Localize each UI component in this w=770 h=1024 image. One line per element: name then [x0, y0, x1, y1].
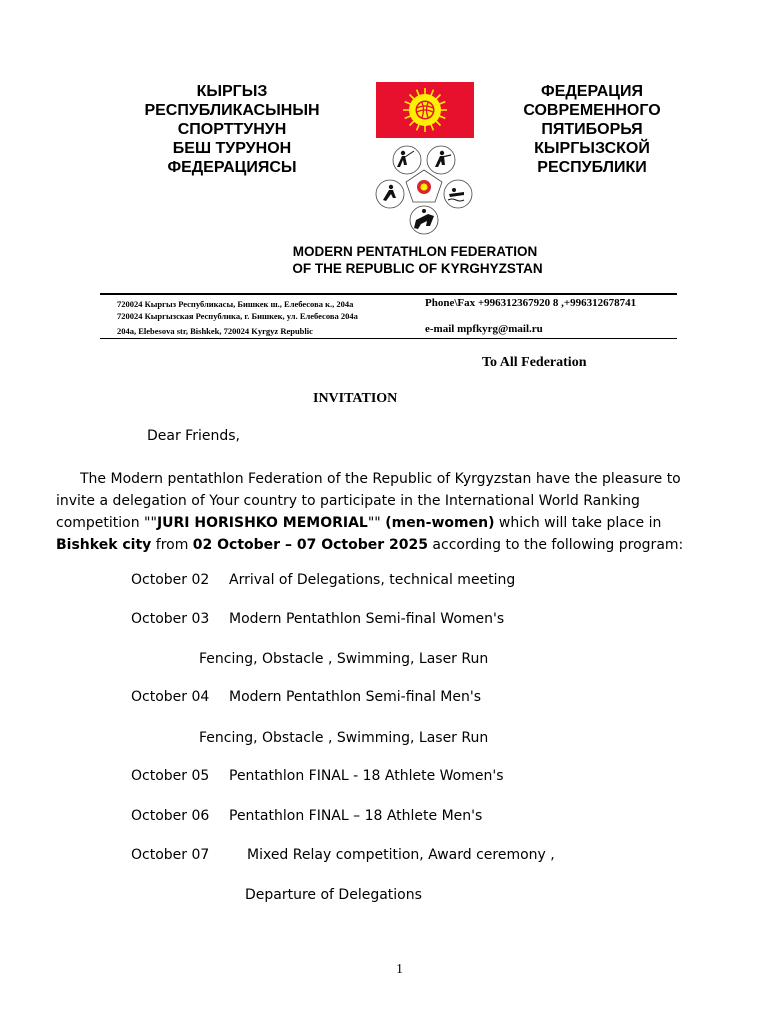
kyrgyz-flag-icon [376, 82, 474, 138]
event-city: Bishkek city [56, 537, 152, 553]
schedule-date: October 02 [131, 572, 210, 588]
header-kyrgyz-name [132, 82, 332, 177]
paragraph-text: which will take place in [494, 515, 662, 531]
address-block [117, 298, 417, 337]
header-line: БЕШ ТУРУНОН [172, 140, 292, 157]
schedule-text: Modern Pentathlon Semi-final Women's [229, 611, 505, 627]
event-category: (men-women) [385, 515, 495, 531]
invitation-paragraph [56, 468, 716, 556]
schedule-date: October 06 [131, 808, 210, 824]
salutation: Dear Friends, [147, 428, 240, 444]
address-line: 720024 Кыргыз Республикасы, Бишкек ш., Елебесова к., 204а [117, 299, 354, 309]
header-line: РЕСПУБЛИКИ [537, 159, 647, 176]
header-line: ФЕДЕРАЦИЯ [541, 83, 643, 100]
schedule-text: Pentathlon FINAL - 18 Athlete Women's [229, 768, 504, 784]
federation-emblem-icon [372, 140, 477, 236]
event-dates: 02 October – 07 October 2025 [192, 537, 428, 553]
schedule-date: October 03 [131, 611, 210, 627]
schedule-text: Pentathlon FINAL – 18 Athlete Men's [229, 808, 483, 824]
paragraph-text: "" [367, 515, 386, 531]
page-number: 1 [396, 962, 403, 977]
header-line: ПЯТИБОРЬЯ [541, 121, 643, 138]
schedule-date: October 07 [131, 847, 210, 863]
schedule-subtext: Fencing, Obstacle , Swimming, Laser Run [199, 651, 489, 667]
header-russian-name [492, 82, 692, 177]
schedule-item [131, 847, 555, 863]
contact-block [425, 297, 675, 336]
header-line: ФЕДЕРАЦИЯСЫ [167, 159, 297, 176]
schedule-item [131, 689, 481, 705]
header-line: КЫРГЫЗСКОЙ [534, 140, 650, 157]
header-line: СОВРЕМЕННОГО [523, 102, 661, 119]
schedule-text: Arrival of Delegations, technical meeting [229, 572, 516, 588]
schedule-date: October 05 [131, 768, 210, 784]
paragraph-text: from [151, 537, 193, 553]
paragraph-text: according to the following program: [427, 537, 684, 553]
english-title-line: MODERN PENTATHLON FEDERATION [292, 244, 538, 259]
header-line: РЕСПУБЛИКАСЫНЫН [144, 102, 320, 119]
email-address: e-mail mpfkyrg@mail.ru [425, 323, 543, 335]
paragraph-text: The Modern pentathlon Federation of the Republic of Kyrgyzstan have the pleasure to invite a delegation of Your country to participate in the International World Ranking competition "" [56, 471, 681, 531]
header-line: СПОРТТУНУН [177, 121, 287, 138]
english-title-line: OF THE REPUBLIC OF KYRGHYZSTAN [292, 261, 543, 276]
schedule-item [131, 808, 482, 824]
recipient: To All Federation [482, 355, 587, 370]
address-line: 720024 Кыргызская Республика, г. Бишкек, ул. Елебесова 204а [117, 311, 358, 321]
schedule-subtext: Fencing, Obstacle , Swimming, Laser Run [199, 730, 489, 746]
phone-fax: Phone\Fax +996312367920 8 ,+996312678741 [425, 297, 637, 309]
header-line: КЫРГЫЗ [196, 83, 268, 100]
divider [100, 293, 677, 295]
schedule-subtext: Departure of Delegations [245, 887, 422, 903]
english-title [0, 243, 770, 277]
schedule-item [131, 768, 504, 784]
schedule-date: October 04 [131, 689, 210, 705]
document-heading: INVITATION [313, 391, 398, 406]
event-name: JURI HORISHKO MEMORIAL [156, 515, 368, 531]
schedule-text: Modern Pentathlon Semi-final Men's [229, 689, 482, 705]
schedule-text: Mixed Relay competition, Award ceremony , [247, 847, 555, 863]
schedule-item [131, 611, 504, 627]
address-line: 204a, Elebesova str, Bishkek, 720024 Kyrgyz Republic [117, 326, 313, 336]
schedule-item [131, 572, 515, 588]
divider [100, 338, 677, 339]
